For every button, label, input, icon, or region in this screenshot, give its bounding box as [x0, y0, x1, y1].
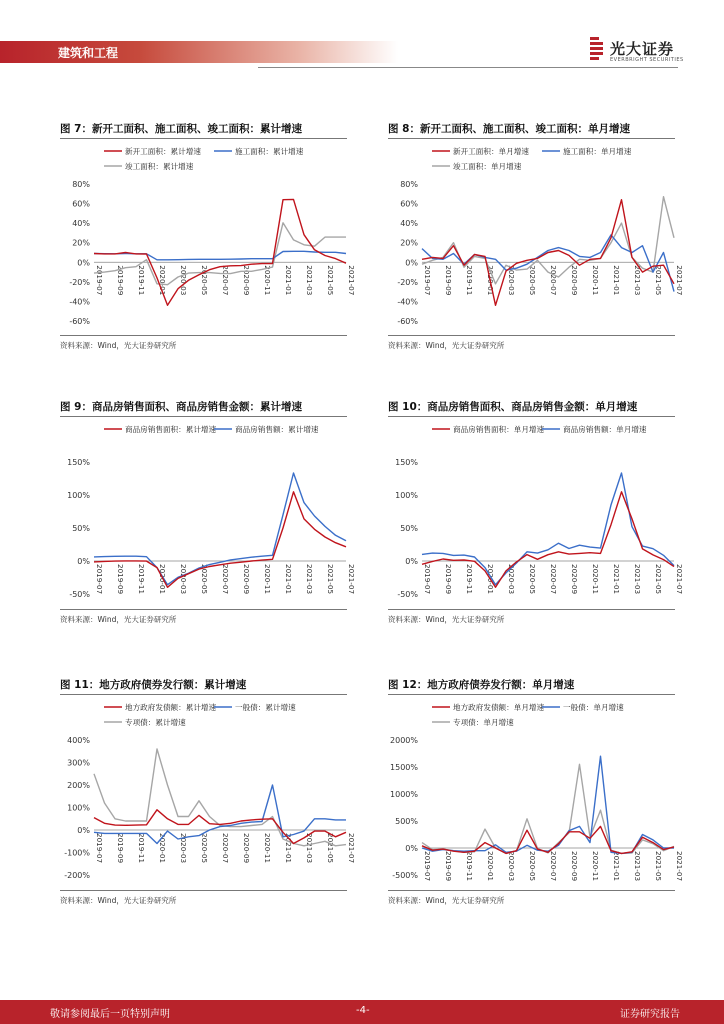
figure-rule [60, 609, 347, 610]
figure-9 [60, 399, 360, 629]
figure-rule [388, 335, 675, 336]
y-tick-label: 50% [72, 524, 90, 533]
x-tick-label: 2019-11 [137, 833, 146, 864]
x-tick-label: 2019-07 [423, 564, 432, 595]
y-tick-label: -50% [397, 590, 418, 599]
y-tick-label: -200% [64, 871, 90, 880]
x-tick-label: 2020-09 [570, 851, 579, 882]
legend-label: 专项债：单月增速 [453, 718, 514, 727]
legend-label: 专项债：累计增速 [125, 718, 186, 727]
x-tick-label: 2020-07 [221, 564, 230, 595]
x-tick-label: 2019-11 [465, 851, 474, 882]
logo-mark-icon [588, 37, 606, 63]
chart-12 [388, 696, 684, 889]
y-tick-label: -20% [69, 277, 90, 287]
y-tick-label: 2000% [390, 736, 418, 745]
x-tick-label: 2021-07 [347, 265, 356, 296]
x-tick-label: 2021-07 [675, 564, 684, 595]
x-tick-label: 2020-01 [158, 564, 167, 595]
y-tick-label: 0% [405, 258, 418, 268]
x-tick-label: 2020-01 [486, 265, 495, 296]
chart-11 [60, 696, 356, 889]
brand-logo [588, 37, 708, 67]
x-tick-label: 2020-03 [507, 851, 516, 882]
y-tick-label: 100% [67, 491, 90, 500]
y-tick-label: -20% [397, 277, 418, 287]
x-tick-label: 2020-05 [200, 564, 209, 595]
legend-label: 商品房销售面积：累计增速 [125, 425, 217, 434]
series-line-gray [422, 764, 674, 853]
x-tick-label: 2021-03 [305, 265, 314, 296]
x-tick-label: 2021-07 [347, 564, 356, 595]
section-title: 建筑和工程 [58, 46, 119, 60]
figure-rule [388, 890, 675, 891]
x-tick-label: 2020-07 [549, 851, 558, 882]
header-rule [258, 67, 678, 68]
x-tick-label: 2020-03 [179, 564, 188, 595]
figure-11 [60, 677, 360, 907]
x-tick-label: 2019-09 [444, 851, 453, 882]
figure-title: 图 10：商品房销售面积、商品房销售金额：单月增速 [388, 401, 638, 413]
figure-source: 资料来源：Wind，光大证券研究所 [60, 615, 177, 624]
x-tick-label: 2019-11 [137, 564, 146, 595]
x-tick-label: 2019-09 [444, 265, 453, 296]
y-tick-label: 150% [67, 458, 90, 467]
series-line-gray [94, 749, 346, 846]
x-tick-label: 2021-01 [284, 265, 293, 296]
x-tick-label: 2020-11 [263, 265, 272, 296]
x-tick-label: 2021-05 [654, 851, 663, 882]
footer-report-type: 证券研究报告 [620, 1009, 680, 1020]
y-tick-label: 0% [405, 557, 418, 566]
x-tick-label: 2021-03 [305, 833, 314, 864]
legend-label: 一般债：累计增速 [235, 703, 296, 712]
x-tick-label: 2019-07 [95, 265, 104, 296]
figure-rule [60, 138, 347, 139]
x-tick-label: 2021-05 [326, 833, 335, 864]
x-tick-label: 2020-11 [591, 564, 600, 595]
x-tick-label: 2020-01 [486, 851, 495, 882]
x-tick-label: 2020-03 [179, 265, 188, 296]
x-tick-label: 2019-11 [465, 564, 474, 595]
y-tick-label: 150% [395, 458, 418, 467]
y-tick-label: 60% [400, 199, 418, 209]
x-tick-label: 2020-03 [507, 564, 516, 595]
x-tick-label: 2020-01 [158, 265, 167, 296]
x-tick-label: 2020-05 [200, 833, 209, 864]
y-tick-label: 300% [67, 758, 90, 768]
x-tick-label: 2020-11 [263, 564, 272, 595]
x-tick-label: 2020-11 [591, 851, 600, 882]
x-tick-label: 2021-07 [675, 265, 684, 296]
x-tick-label: 2019-09 [116, 564, 125, 595]
x-tick-label: 2021-01 [612, 265, 621, 296]
page-number: -4- [356, 1005, 370, 1016]
y-tick-label: 80% [400, 180, 418, 189]
x-tick-label: 2019-09 [116, 833, 125, 864]
figure-8 [388, 121, 688, 351]
x-tick-label: 2021-07 [675, 851, 684, 882]
chart-8 [388, 140, 684, 335]
x-tick-label: 2019-09 [444, 564, 453, 595]
figure-10 [388, 399, 688, 629]
chart-9 [60, 418, 356, 608]
y-tick-label: 60% [72, 199, 90, 209]
figure-source: 资料来源：Wind，光大证券研究所 [388, 341, 505, 350]
x-tick-label: 2021-05 [326, 265, 335, 296]
x-tick-label: 2020-05 [528, 564, 537, 595]
figure-7 [60, 121, 360, 351]
logo-subtext: EVERBRIGHT SECURITIES [610, 57, 684, 63]
x-tick-label: 2019-07 [95, 564, 104, 595]
y-tick-label: 200% [67, 781, 90, 790]
legend-label: 商品房销售额：累计增速 [235, 425, 319, 434]
legend-label: 地方政府发债额：单月增速 [453, 703, 545, 712]
y-tick-label: 40% [72, 219, 90, 229]
y-tick-label: 1500% [390, 763, 418, 772]
figure-title: 图 12：地方政府债券发行额：单月增速 [388, 679, 575, 691]
x-tick-label: 2020-09 [570, 265, 579, 296]
y-tick-label: -40% [397, 297, 418, 307]
x-tick-label: 2020-07 [549, 564, 558, 595]
y-tick-label: 0% [77, 826, 90, 835]
x-tick-label: 2019-07 [423, 851, 432, 882]
y-tick-label: -500% [392, 871, 418, 880]
x-tick-label: 2021-01 [284, 564, 293, 595]
x-tick-label: 2020-11 [591, 265, 600, 296]
y-tick-label: 20% [72, 238, 90, 248]
x-tick-label: 2021-01 [612, 564, 621, 595]
x-tick-label: 2021-03 [633, 564, 642, 595]
x-tick-label: 2020-07 [221, 265, 230, 296]
legend-label: 商品房销售额：单月增速 [563, 425, 647, 434]
y-tick-label: 100% [67, 803, 90, 813]
x-tick-label: 2020-07 [221, 833, 230, 864]
x-tick-label: 2020-03 [507, 265, 516, 296]
x-tick-label: 2020-01 [158, 833, 167, 864]
x-tick-label: 2020-01 [486, 564, 495, 595]
x-tick-label: 2021-01 [284, 833, 293, 864]
figure-title: 图 8：新开工面积、施工面积、竣工面积：单月增速 [388, 123, 630, 135]
logo-text: 光大证券 [610, 40, 675, 58]
figure-rule [60, 416, 347, 417]
figure-rule [60, 694, 347, 695]
figure-rule [388, 609, 675, 610]
series-line-blue [94, 251, 346, 259]
x-tick-label: 2021-05 [326, 564, 335, 595]
x-tick-label: 2021-07 [347, 833, 356, 864]
figure-rule [60, 335, 347, 336]
x-tick-label: 2019-07 [95, 833, 104, 864]
figure-source: 资料来源：Wind，光大证券研究所 [60, 341, 177, 350]
y-tick-label: 50% [400, 524, 418, 533]
y-tick-label: 20% [400, 238, 418, 248]
x-tick-label: 2019-11 [465, 265, 474, 296]
figure-12 [388, 677, 688, 907]
y-tick-label: -60% [397, 317, 418, 326]
y-tick-label: -50% [69, 590, 90, 599]
x-tick-label: 2021-03 [633, 265, 642, 296]
y-tick-label: 100% [395, 491, 418, 500]
footer-disclaimer: 敬请参阅最后一页特别声明 [50, 1009, 170, 1020]
figure-rule [388, 416, 675, 417]
legend-label: 施工面积：累计增速 [235, 147, 304, 156]
y-tick-label: 0% [77, 557, 90, 566]
legend-label: 新开工面积：累计增速 [125, 147, 201, 156]
y-tick-label: 0% [77, 258, 90, 268]
figure-rule [388, 138, 675, 139]
x-tick-label: 2020-09 [242, 265, 251, 296]
legend-label: 商品房销售面积：单月增速 [453, 425, 545, 434]
figure-title: 图 9：商品房销售面积、商品房销售金额：累计增速 [60, 401, 302, 413]
x-tick-label: 2019-07 [423, 265, 432, 296]
x-tick-label: 2021-03 [633, 851, 642, 882]
series-line-blue [422, 756, 674, 853]
x-tick-label: 2020-05 [200, 265, 209, 296]
y-tick-label: 0% [405, 844, 418, 853]
x-tick-label: 2020-11 [263, 833, 272, 864]
y-tick-label: 80% [72, 180, 90, 189]
y-tick-label: 1000% [390, 790, 418, 799]
x-tick-label: 2020-09 [242, 833, 251, 864]
figure-title: 图 11：地方政府债券发行额：累计增速 [60, 679, 247, 691]
legend-label: 竣工面积：单月增速 [453, 162, 522, 171]
chart-10 [388, 418, 684, 608]
chart-7 [60, 140, 356, 335]
x-tick-label: 2021-05 [654, 564, 663, 595]
y-tick-label: 40% [400, 219, 418, 229]
figure-title: 图 7：新开工面积、施工面积、竣工面积：累计增速 [60, 123, 302, 135]
legend-label: 施工面积：单月增速 [563, 147, 632, 156]
y-tick-label: 500% [395, 817, 418, 826]
legend-label: 一般债：单月增速 [563, 703, 624, 712]
figure-rule [388, 694, 675, 695]
y-tick-label: 400% [67, 736, 90, 745]
x-tick-label: 2019-09 [116, 265, 125, 296]
series-line-red [422, 826, 674, 853]
figure-source: 资料来源：Wind，光大证券研究所 [388, 896, 505, 905]
x-tick-label: 2021-01 [612, 851, 621, 882]
legend-label: 竣工面积：累计增速 [125, 162, 194, 171]
x-tick-label: 2021-05 [654, 265, 663, 296]
y-tick-label: -40% [69, 297, 90, 307]
figure-source: 资料来源：Wind，光大证券研究所 [60, 896, 177, 905]
legend-label: 新开工面积：单月增速 [453, 147, 529, 156]
x-tick-label: 2021-03 [305, 564, 314, 595]
x-tick-label: 2020-05 [528, 851, 537, 882]
figure-source: 资料来源：Wind，光大证券研究所 [388, 615, 505, 624]
x-tick-label: 2019-11 [137, 265, 146, 296]
y-tick-label: -100% [64, 848, 90, 858]
x-tick-label: 2020-09 [570, 564, 579, 595]
legend-label: 地方政府发债额：累计增速 [125, 703, 217, 712]
x-tick-label: 2020-09 [242, 564, 251, 595]
x-tick-label: 2020-07 [549, 265, 558, 296]
x-tick-label: 2020-05 [528, 265, 537, 296]
figure-rule [60, 890, 347, 891]
x-tick-label: 2020-03 [179, 833, 188, 864]
y-tick-label: -60% [69, 317, 90, 326]
